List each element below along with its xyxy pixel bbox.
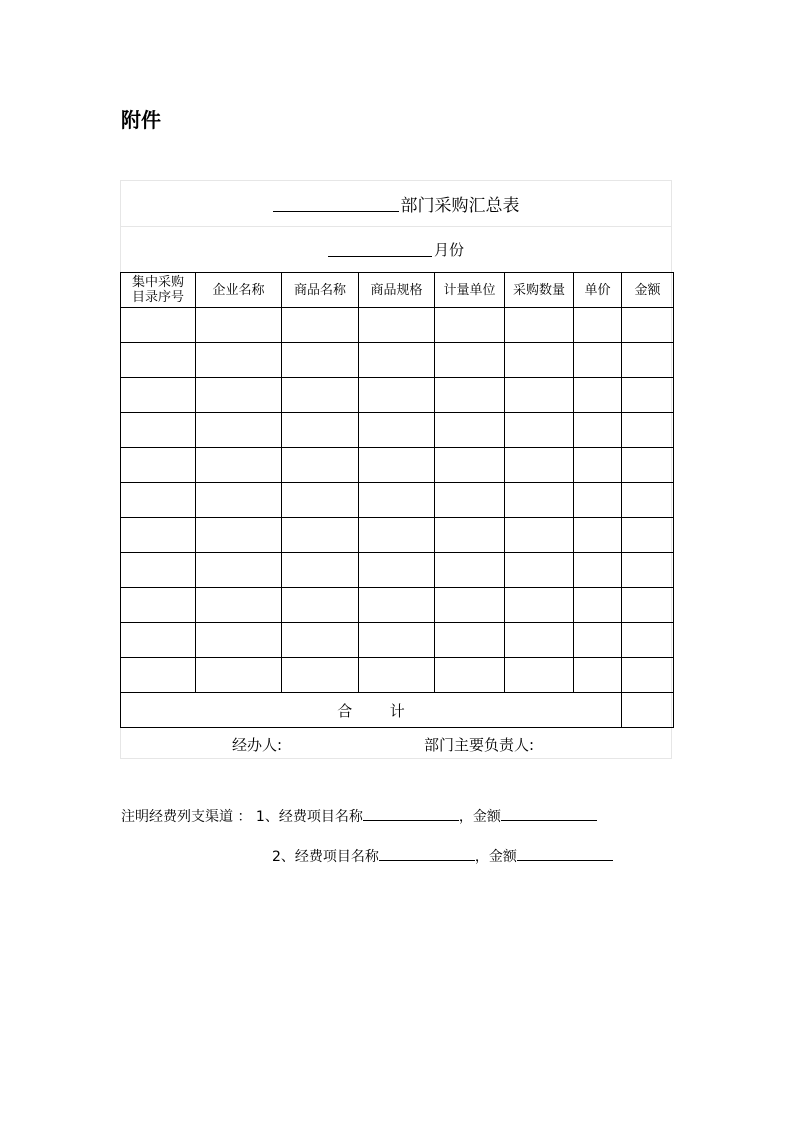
table-cell[interactable] bbox=[622, 588, 674, 623]
table-cell[interactable] bbox=[121, 378, 196, 413]
table-cell[interactable] bbox=[435, 448, 505, 483]
table-cell[interactable] bbox=[435, 483, 505, 518]
table-cell[interactable] bbox=[505, 623, 574, 658]
table-cell[interactable] bbox=[196, 343, 282, 378]
table-cell[interactable] bbox=[622, 308, 674, 343]
table-cell[interactable] bbox=[359, 343, 435, 378]
table-cell[interactable] bbox=[359, 658, 435, 693]
table-cell[interactable] bbox=[574, 623, 622, 658]
table-row bbox=[121, 553, 674, 588]
table-cell[interactable] bbox=[359, 553, 435, 588]
col-header-catalog-no-line2: 目录序号 bbox=[131, 290, 184, 305]
table-cell[interactable] bbox=[196, 308, 282, 343]
summary-table bbox=[120, 272, 674, 728]
month-label: 月份 bbox=[433, 240, 464, 259]
col-header-quantity: 采购数量 bbox=[505, 273, 574, 308]
table-cell[interactable] bbox=[359, 518, 435, 553]
table-header bbox=[121, 273, 674, 308]
total-amount-cell[interactable] bbox=[622, 693, 674, 728]
table-cell[interactable] bbox=[574, 553, 622, 588]
table-cell[interactable] bbox=[505, 588, 574, 623]
table-row bbox=[121, 448, 674, 483]
table-cell[interactable] bbox=[359, 483, 435, 518]
table-cell[interactable] bbox=[435, 378, 505, 413]
table-cell[interactable] bbox=[622, 623, 674, 658]
col-header-product: 商品名称 bbox=[282, 273, 359, 308]
table-cell[interactable] bbox=[359, 448, 435, 483]
table-cell[interactable] bbox=[574, 343, 622, 378]
table-cell[interactable] bbox=[196, 623, 282, 658]
table-cell[interactable] bbox=[196, 518, 282, 553]
table-cell[interactable] bbox=[359, 588, 435, 623]
table-cell[interactable] bbox=[435, 343, 505, 378]
table-cell[interactable] bbox=[359, 308, 435, 343]
col-header-unit: 计量单位 bbox=[435, 273, 505, 308]
table-cell[interactable] bbox=[196, 553, 282, 588]
total-row bbox=[121, 693, 674, 728]
table-cell[interactable] bbox=[574, 308, 622, 343]
table-cell[interactable] bbox=[435, 308, 505, 343]
table-cell[interactable] bbox=[121, 413, 196, 448]
table-cell[interactable] bbox=[282, 623, 359, 658]
table-cell[interactable] bbox=[574, 448, 622, 483]
comma-2: ， bbox=[474, 849, 489, 865]
amount-blank-1[interactable] bbox=[501, 807, 597, 821]
table-cell[interactable] bbox=[622, 378, 674, 413]
table-cell[interactable] bbox=[505, 518, 574, 553]
form-title-text: 部门采购汇总表 bbox=[400, 195, 520, 216]
table-cell[interactable] bbox=[196, 483, 282, 518]
funding-note-line2 bbox=[272, 846, 613, 866]
table-cell[interactable] bbox=[435, 588, 505, 623]
funding-note-prefix: 注明经费列支渠道 ： bbox=[121, 809, 252, 825]
table-cell[interactable] bbox=[282, 343, 359, 378]
table-row bbox=[121, 623, 674, 658]
table-cell[interactable] bbox=[196, 658, 282, 693]
table-cell[interactable] bbox=[121, 658, 196, 693]
table-cell[interactable] bbox=[282, 483, 359, 518]
table-cell[interactable] bbox=[359, 413, 435, 448]
table-cell[interactable] bbox=[359, 378, 435, 413]
table-cell[interactable] bbox=[622, 343, 674, 378]
table-cell[interactable] bbox=[505, 658, 574, 693]
col-header-spec: 商品规格 bbox=[359, 273, 435, 308]
funding-item-label-1: 1、经费项目名称 bbox=[255, 809, 363, 825]
funding-item-label-2: 2、经费项目名称 bbox=[272, 849, 379, 865]
table-row bbox=[121, 518, 674, 553]
table-cell[interactable] bbox=[359, 623, 435, 658]
attachment-label: 附件 bbox=[121, 108, 161, 132]
table-cell[interactable] bbox=[282, 553, 359, 588]
funding-item-blank-2[interactable] bbox=[379, 847, 475, 861]
amount-blank-2[interactable] bbox=[517, 847, 613, 861]
col-header-catalog-no bbox=[121, 273, 196, 308]
table-row bbox=[121, 343, 674, 378]
month-line bbox=[120, 227, 672, 271]
month-blank[interactable] bbox=[328, 242, 432, 257]
table-cell[interactable] bbox=[196, 413, 282, 448]
table-cell[interactable] bbox=[435, 658, 505, 693]
col-header-company: 企业名称 bbox=[196, 273, 282, 308]
table-cell[interactable] bbox=[622, 448, 674, 483]
table-cell[interactable] bbox=[121, 448, 196, 483]
col-header-price: 单价 bbox=[574, 273, 622, 308]
table-cell[interactable] bbox=[574, 378, 622, 413]
table-cell[interactable] bbox=[622, 413, 674, 448]
table-cell[interactable] bbox=[435, 623, 505, 658]
table-cell[interactable] bbox=[505, 483, 574, 518]
table-cell[interactable] bbox=[574, 658, 622, 693]
table-row bbox=[121, 588, 674, 623]
table-cell[interactable] bbox=[121, 483, 196, 518]
table-cell[interactable] bbox=[622, 658, 674, 693]
total-label-left: 合 bbox=[337, 701, 353, 720]
table-cell[interactable] bbox=[505, 553, 574, 588]
table-cell[interactable] bbox=[574, 518, 622, 553]
dept-head-label: 部门主要负责人: bbox=[424, 736, 535, 754]
funding-note-line1 bbox=[121, 806, 597, 826]
table-row bbox=[121, 413, 674, 448]
funding-item-blank-1[interactable] bbox=[363, 807, 459, 821]
department-blank[interactable] bbox=[273, 195, 399, 212]
table-cell[interactable] bbox=[505, 308, 574, 343]
table-cell[interactable] bbox=[435, 553, 505, 588]
amount-label-2: 金额 bbox=[488, 849, 517, 865]
table-cell[interactable] bbox=[282, 413, 359, 448]
table-cell[interactable] bbox=[282, 448, 359, 483]
table-cell[interactable] bbox=[196, 378, 282, 413]
table-cell[interactable] bbox=[196, 448, 282, 483]
table-cell[interactable] bbox=[505, 378, 574, 413]
col-header-amount: 金额 bbox=[622, 273, 674, 308]
table-cell[interactable] bbox=[121, 588, 196, 623]
table-cell[interactable] bbox=[505, 448, 574, 483]
table-cell[interactable] bbox=[121, 623, 196, 658]
table-cell[interactable] bbox=[574, 588, 622, 623]
signers-row bbox=[120, 726, 672, 759]
table-cell[interactable] bbox=[121, 553, 196, 588]
comma-1: ， bbox=[458, 809, 473, 825]
table-row bbox=[121, 308, 674, 343]
col-header-catalog-no-line1: 集中采购 bbox=[131, 275, 184, 290]
table-cell[interactable] bbox=[282, 518, 359, 553]
table-cell[interactable] bbox=[282, 308, 359, 343]
table-cell[interactable] bbox=[622, 483, 674, 518]
total-label bbox=[121, 693, 622, 728]
table-row bbox=[121, 378, 674, 413]
table-cell[interactable] bbox=[121, 518, 196, 553]
table-row bbox=[121, 658, 674, 693]
table-cell[interactable] bbox=[196, 588, 282, 623]
table-cell[interactable] bbox=[574, 413, 622, 448]
table-cell[interactable] bbox=[435, 413, 505, 448]
form-title bbox=[120, 180, 672, 226]
table-cell[interactable] bbox=[282, 658, 359, 693]
table-cell[interactable] bbox=[282, 588, 359, 623]
table-cell[interactable] bbox=[622, 553, 674, 588]
table-cell[interactable] bbox=[121, 308, 196, 343]
table-row bbox=[121, 483, 674, 518]
table-cell[interactable] bbox=[622, 518, 674, 553]
handler-label: 经办人: bbox=[232, 736, 283, 754]
table-cell[interactable] bbox=[505, 413, 574, 448]
table-cell[interactable] bbox=[435, 518, 505, 553]
total-label-right: 计 bbox=[389, 701, 405, 720]
table-cell[interactable] bbox=[121, 343, 196, 378]
table-cell[interactable] bbox=[574, 483, 622, 518]
amount-label-1: 金额 bbox=[472, 809, 501, 825]
table-cell[interactable] bbox=[282, 378, 359, 413]
table-cell[interactable] bbox=[505, 343, 574, 378]
